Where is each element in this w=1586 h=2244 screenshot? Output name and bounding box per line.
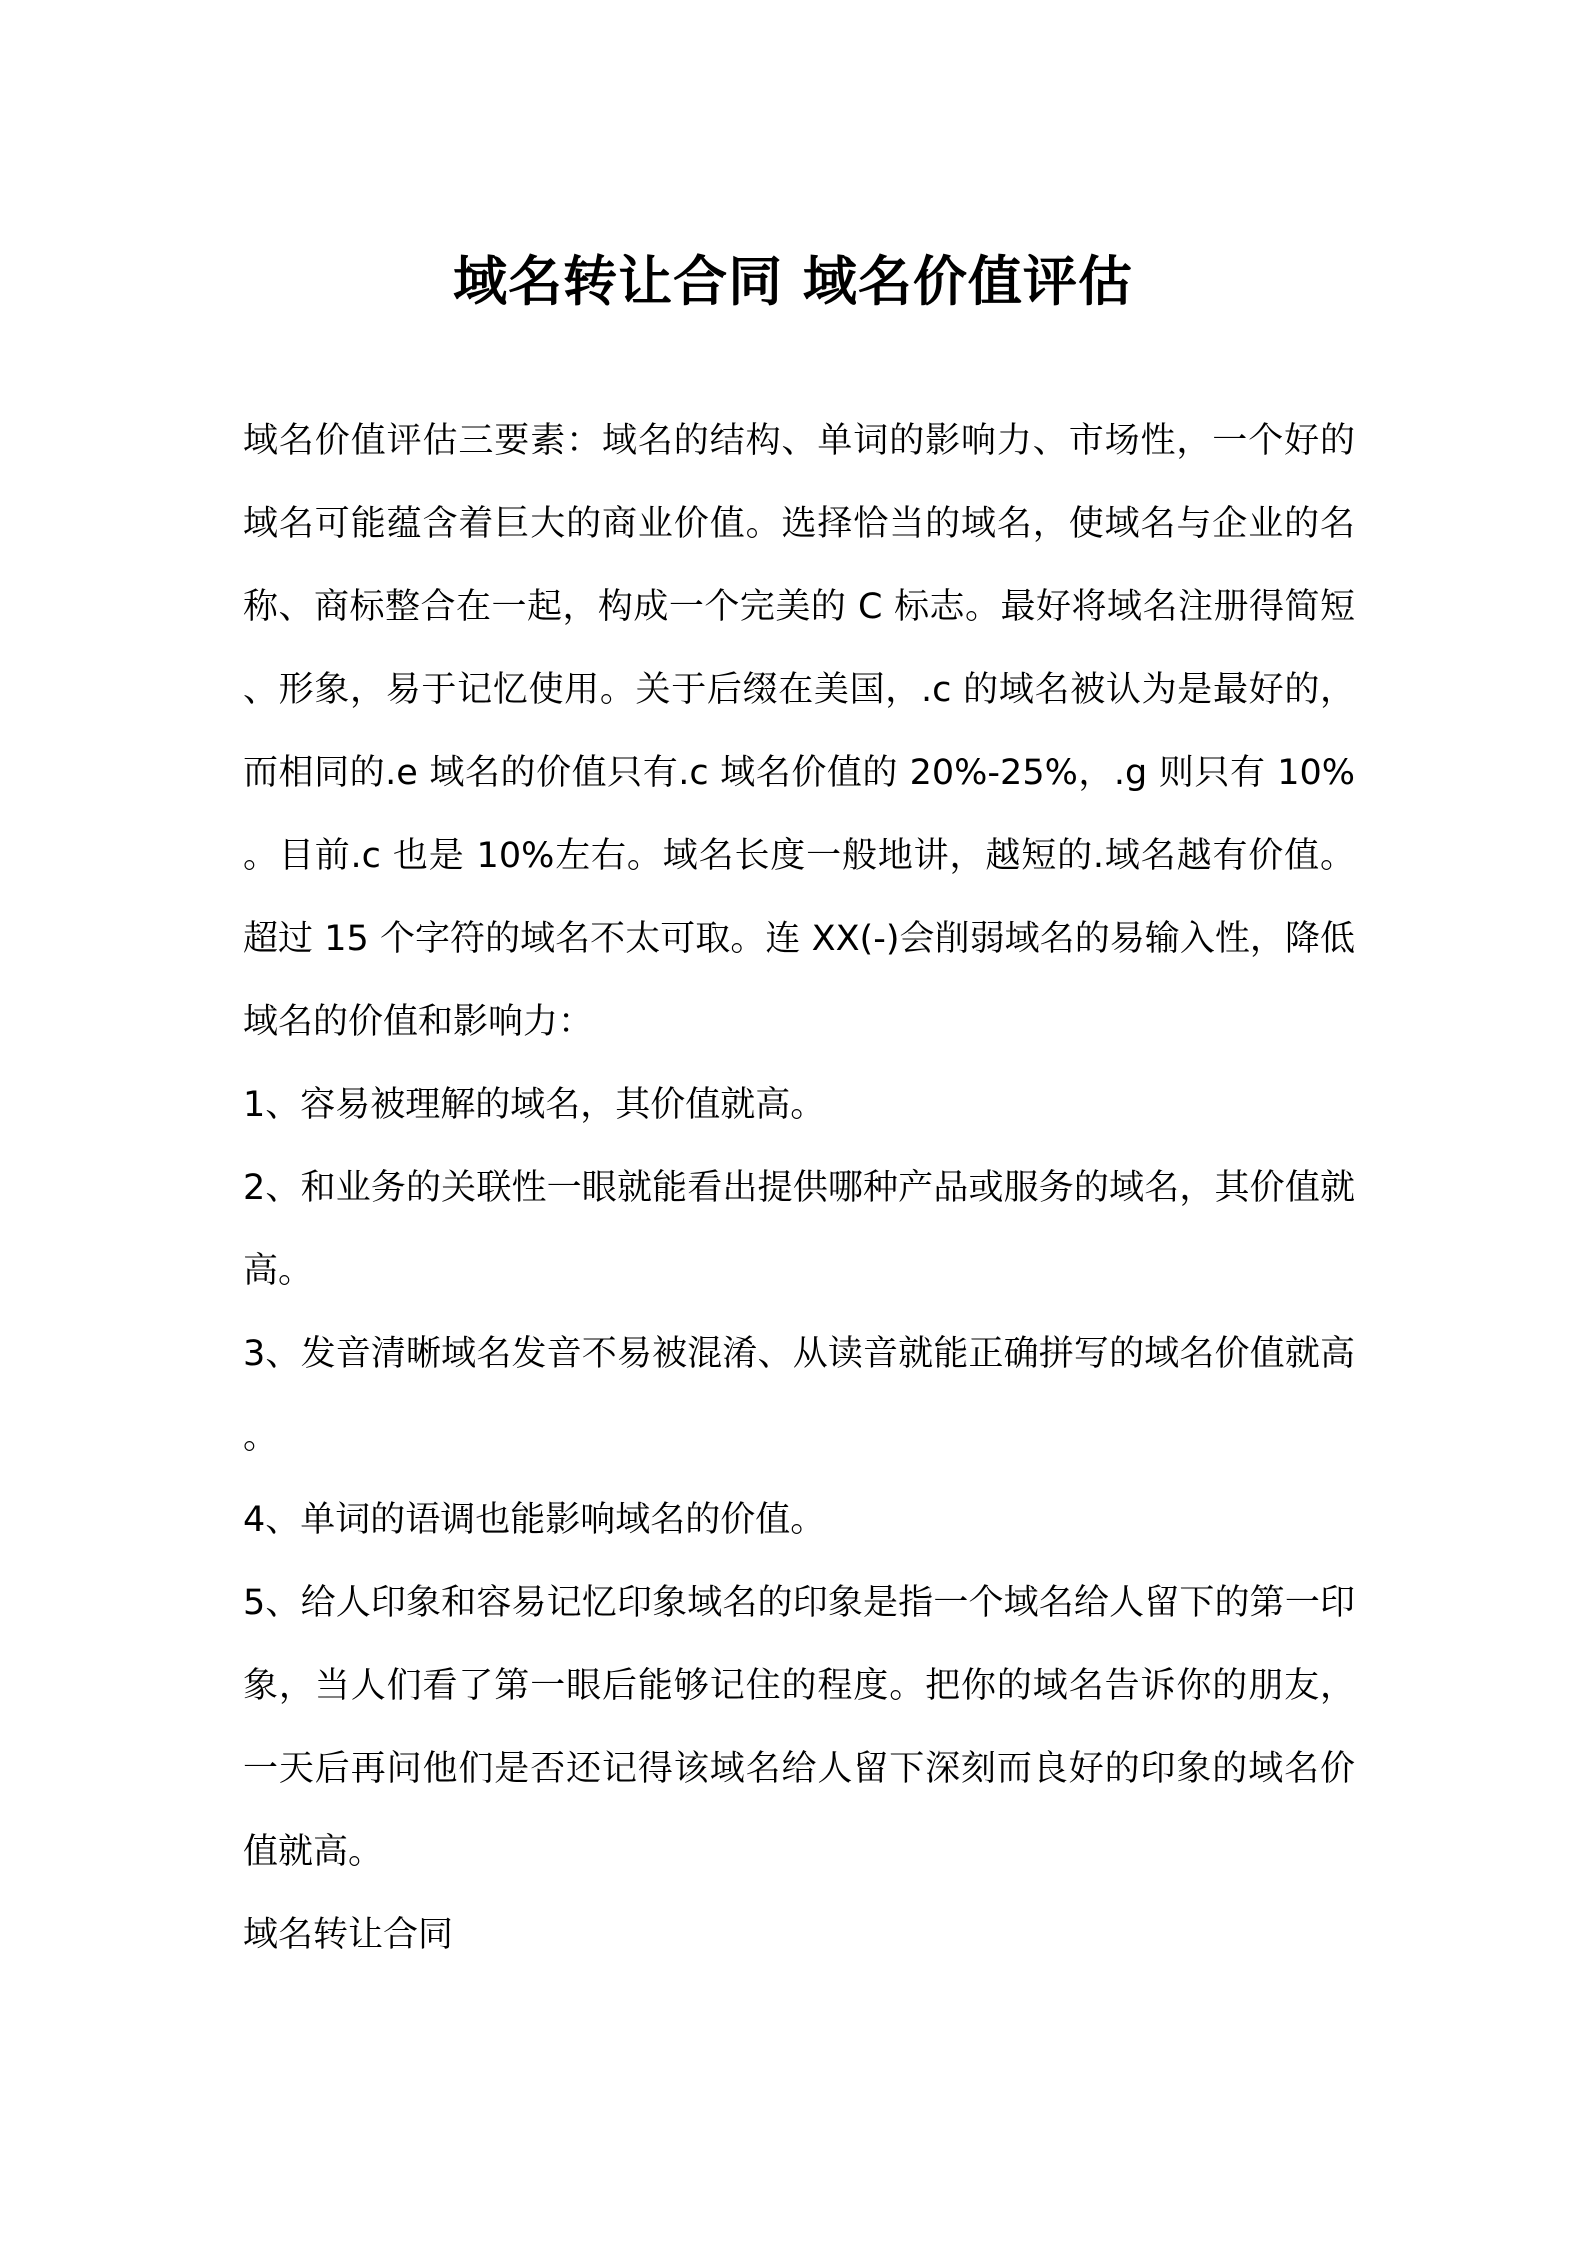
list-item-4: 4、单词的语调也能影响域名的价值。 bbox=[243, 1500, 826, 1540]
section-heading: 域名转让合同 bbox=[243, 1915, 454, 1955]
document-body bbox=[243, 400, 1355, 1977]
document-title: 域名转让合同 域名价值评估 bbox=[453, 250, 1133, 314]
intro-paragraph: 域名价值评估三要素：域名的结构、单词的影响力、市场性，一个好的域名可能蕴含着巨大的商业价值。选择恰当的域名，使域名与企业的名称、商标整合在一起，构成一个完美的 C 标志。最好将域名注册得简短、形象，易于记忆使用。关于后缀在美国，.c 的域名被认为是最好的，而相同的.e 域名的价值只有.c 域名价值的 20%-25%，.g 则只有 10%。目前.c 也是 10%左右。域名长度一般地讲，越短的.域名越有价值。超过 15 个字符的域名不太可取。连 XX(-)会削弱域名的易输入性，降低域名的价值和影响力： bbox=[243, 421, 1355, 1042]
list-item-5: 5、给人印象和容易记忆印象域名的印象是指一个域名给人留下的第一印象，当人们看了第一眼后能够记住的程度。把你的域名告诉你的朋友，一天后再问他们是否还记得该域名给人留下深刻而良好的印象的域名价值就高。 bbox=[243, 1583, 1355, 1872]
list-item-1: 1、容易被理解的域名，其价值就高。 bbox=[243, 1085, 826, 1125]
list-item-2: 2、和业务的关联性一眼就能看出提供哪种产品或服务的域名，其价值就高。 bbox=[243, 1168, 1355, 1291]
list-item-3: 3、发音清晰域名发音不易被混淆、从读音就能正确拼写的域名价值就高。 bbox=[243, 1334, 1355, 1457]
